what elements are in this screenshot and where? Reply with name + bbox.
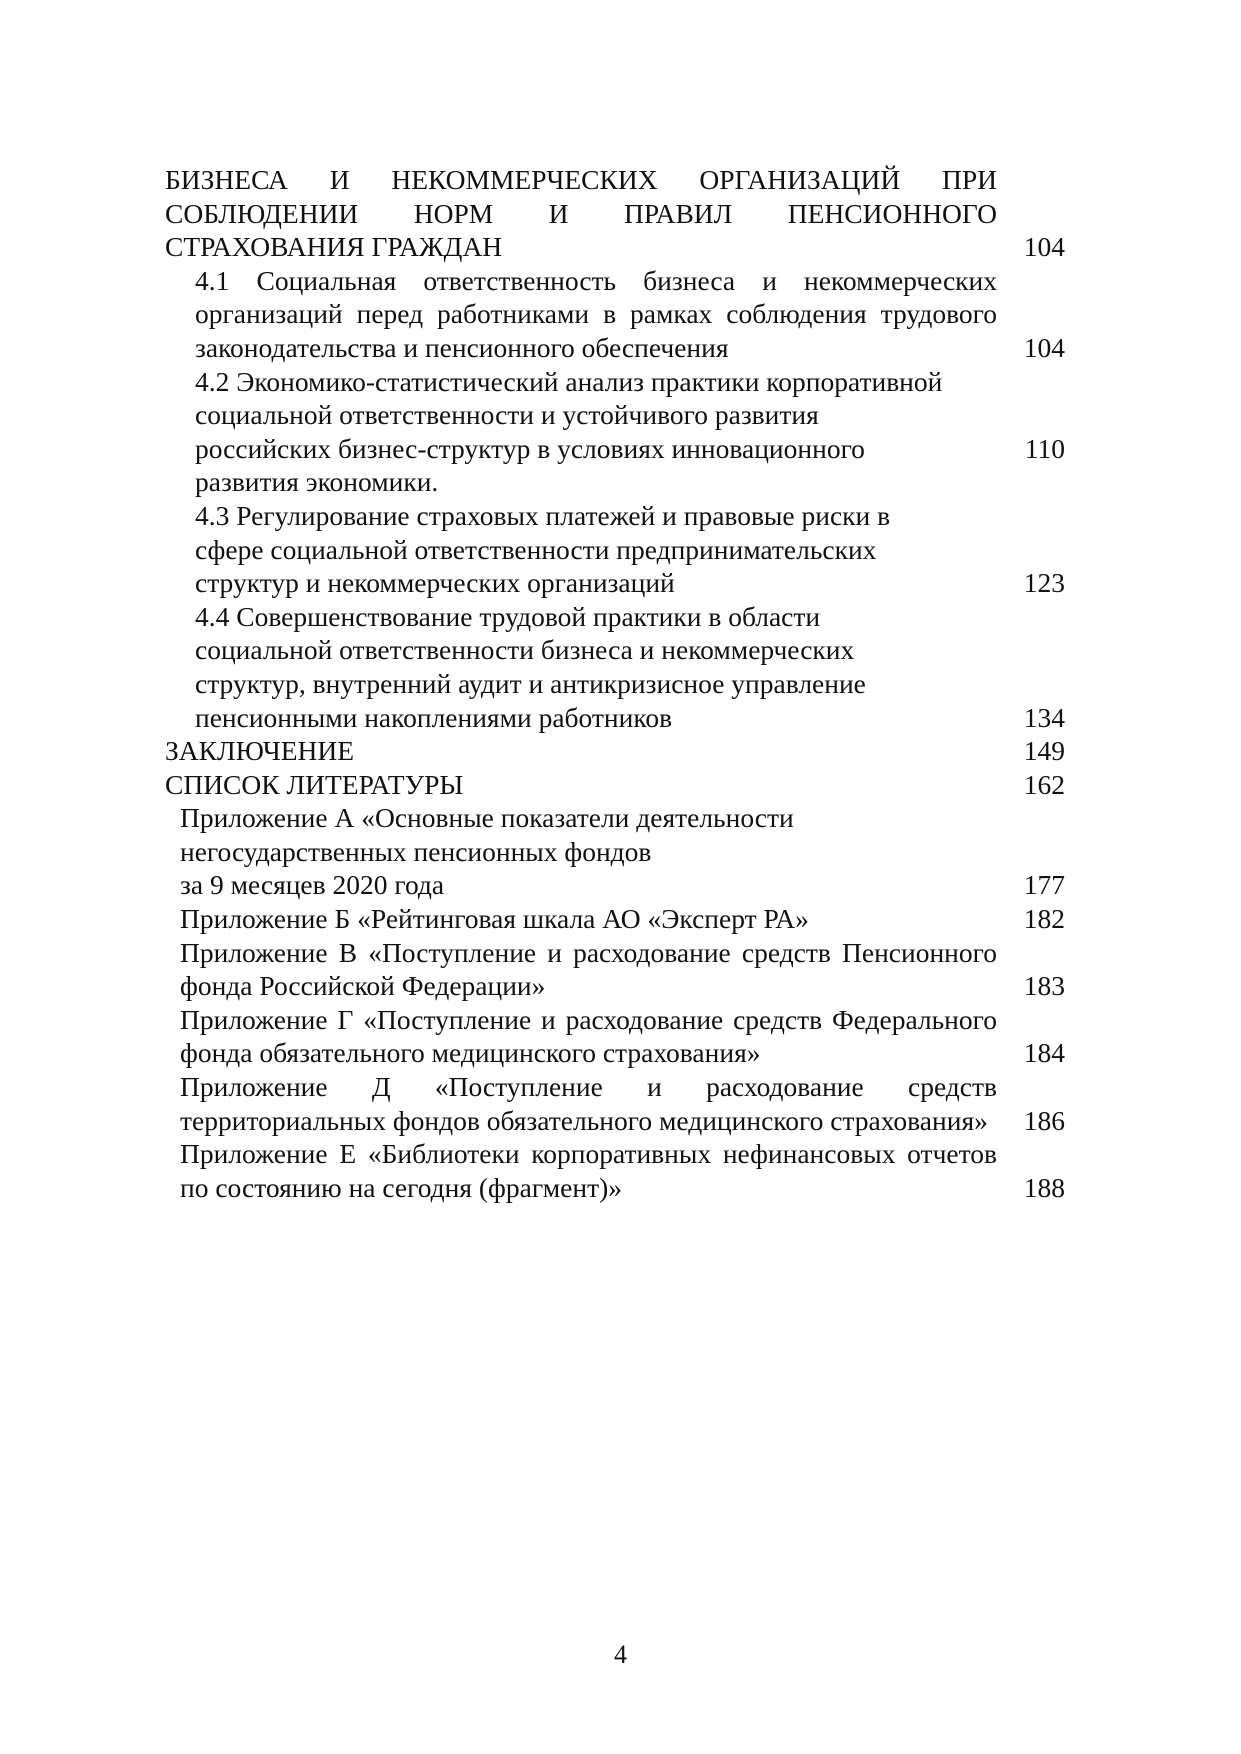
toc-entry-line: 4.4 Совершенствование трудовой практики в области	[195, 600, 821, 632]
toc-entry-line: 4.3 Регулирование страховых платежей и правовые риски в	[195, 499, 891, 531]
toc-entry-line: 4.2 Экономико-статистический анализ практики корпоративной	[195, 365, 943, 397]
toc-entry-line: социальной ответственности бизнеса и некоммерческих	[195, 634, 855, 666]
page-number: 4	[614, 1640, 627, 1669]
toc-entry-line: структур, внутренний аудит и антикризисное управление	[195, 667, 866, 699]
toc-entry-page: 104	[1023, 331, 1065, 363]
toc-entry-page: 186	[1023, 1104, 1065, 1136]
toc-entry-line: развития экономики.	[195, 466, 439, 498]
toc-entry-appendix-e[interactable]	[165, 1137, 1065, 1204]
toc-entry-page: 182	[1023, 903, 1065, 935]
toc-entry-chapter-4[interactable]	[165, 163, 1065, 264]
toc-entry-text: Приложение Г «Поступление и расходование средств Федерального фонда обязательного медицинского страхования»	[180, 1003, 997, 1069]
toc-entry-page: 188	[1023, 1171, 1065, 1203]
toc-entry-4-3[interactable]	[165, 499, 1065, 600]
toc-entry-appendix-b[interactable]	[165, 902, 1065, 936]
toc-entry-appendix-a[interactable]	[165, 801, 1065, 902]
toc-entry-line: социальной ответственности и устойчивого развития	[195, 399, 819, 431]
table-of-contents	[165, 163, 1065, 1204]
toc-entry-appendix-v[interactable]	[165, 936, 1065, 1003]
toc-entry-4-4[interactable]	[165, 600, 1065, 734]
toc-entry-text	[195, 600, 997, 734]
toc-entry-line: российских бизнес-структур в условиях инновационного	[195, 432, 865, 464]
toc-entry-page: 134	[1023, 701, 1065, 733]
toc-entry-line: за 9 месяцев 2020 года	[180, 869, 445, 901]
toc-entry-4-2[interactable]	[165, 365, 1065, 499]
toc-entry-page: 162	[1023, 768, 1065, 800]
toc-entry-appendix-g[interactable]	[165, 1003, 1065, 1070]
toc-entry-text: Приложение Д «Поступление и расходование средств территориальных фондов обязательного медицинского страхования»	[180, 1071, 997, 1136]
toc-entry-text: БИЗНЕСА И НЕКОММЕРЧЕСКИХ ОРГАНИЗАЦИЙ ПРИ СОБЛЮДЕНИИ НОРМ И ПРАВИЛ ПЕНСИОННОГО СТРАХОВАНИЯ ГРАЖДАН	[165, 164, 997, 263]
toc-entry-text: СПИСОК ЛИТЕРАТУРЫ	[165, 768, 464, 800]
toc-entry-page: 149	[1023, 735, 1065, 767]
toc-entry-references[interactable]	[165, 768, 1065, 802]
toc-entry-conclusion[interactable]	[165, 734, 1065, 768]
toc-entry-page: 110	[1024, 432, 1065, 464]
toc-entry-text: Приложение Б «Рейтинговая шкала АО «Эксперт РА»	[180, 903, 809, 935]
toc-entry-page: 183	[1023, 970, 1065, 1002]
toc-entry-text: 4.1 Социальная ответственность бизнеса и некоммерческих организаций перед работниками в рамках соблюдения трудового законодательства и пенсионного обеспечения	[195, 264, 997, 363]
toc-entry-line: структур и некоммерческих организаций	[195, 567, 675, 599]
toc-entry-line: сфере социальной ответственности предпринимательских	[195, 533, 877, 565]
toc-entry-page: 177	[1023, 869, 1065, 901]
toc-entry-page: 123	[1023, 567, 1065, 599]
toc-entry-text: ЗАКЛЮЧЕНИЕ	[165, 735, 355, 767]
toc-entry-page: 104	[1023, 231, 1065, 263]
toc-entry-4-1[interactable]	[165, 264, 1065, 365]
toc-entry-text	[195, 499, 997, 600]
toc-entry-text: Приложение Е «Библиотеки корпоративных нефинансовых отчетов по состоянию на сегодня (фрагмент)»	[180, 1138, 997, 1203]
toc-entry-line: Приложение А «Основные показатели деятельности	[180, 802, 794, 834]
toc-entry-line: пенсионными накоплениями работников	[195, 701, 673, 733]
toc-entry-text	[180, 801, 997, 902]
toc-entry-text: Приложение В «Поступление и расходование средств Пенсионного фонда Российской Федерации»	[180, 936, 997, 1002]
toc-entry-page: 184	[1023, 1037, 1065, 1069]
toc-entry-appendix-d[interactable]	[165, 1070, 1065, 1137]
toc-entry-text	[195, 365, 997, 499]
toc-entry-line: негосударственных пенсионных фондов	[180, 835, 652, 867]
